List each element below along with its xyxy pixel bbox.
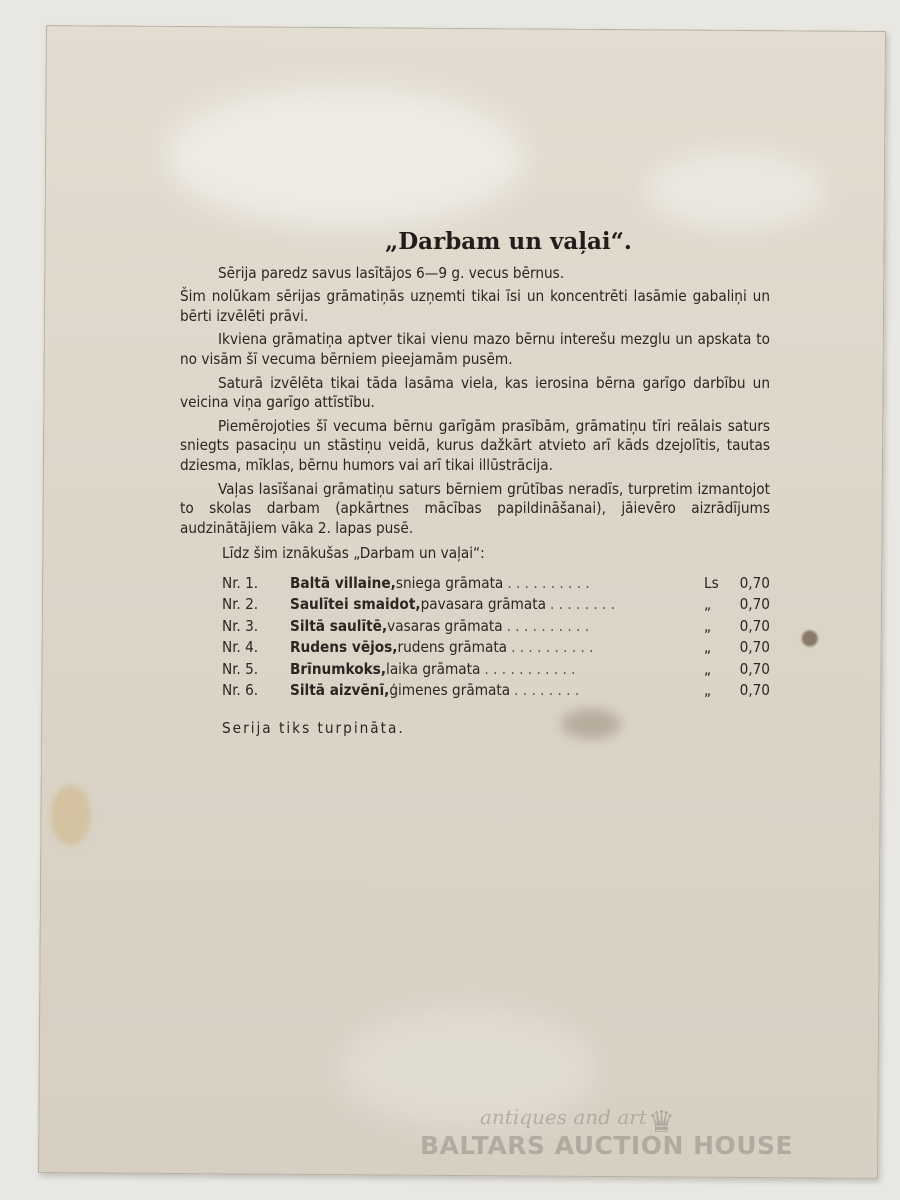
book-subtitle: pavasara grāmata <box>420 595 546 614</box>
book-subtitle: vasaras grāmata <box>387 616 503 635</box>
book-subtitle: laika grāmata <box>386 659 481 678</box>
book-subtitle: ģimenes grāmata <box>389 681 511 700</box>
list-item <box>222 638 770 660</box>
paper-stain <box>645 149 826 230</box>
paper-stain <box>50 785 90 845</box>
book-price: 0,70 <box>739 681 770 700</box>
book-name: Saulītei smaidot, <box>290 595 421 614</box>
currency: „ <box>704 681 712 700</box>
leader-dots: . . . . . . . . <box>549 595 616 614</box>
leader-dots: . . . . . . . . <box>514 681 580 700</box>
list-item <box>222 617 770 639</box>
book-name: Siltā saulītē, <box>290 616 388 635</box>
paragraph: Vaļas lasīšanai grāmatiņu saturs bērniem grūtības neradīs, turpretim izmantojot to skolas darbam (apkārtnes mācības papildināšanai), jāievēro aizrādījums audzinātājiem vāka 2. lapas pusē. <box>180 479 770 537</box>
document-body <box>180 228 770 739</box>
book-number: Nr. 5. <box>222 659 259 678</box>
list-item <box>222 595 770 617</box>
book-number: Nr. 6. <box>222 681 259 700</box>
paper-stain <box>165 86 526 229</box>
watermark-tagline: antiques and art <box>480 1105 647 1129</box>
currency: „ <box>704 595 712 614</box>
book-name: Baltā villaine, <box>290 573 396 592</box>
currency: „ <box>704 659 712 678</box>
paragraph: Ikviena grāmatiņa aptver tikai vienu mazo bērnu interešu mezglu un apskata to no visām šī vecuma bērniem pieejamām pusēm. <box>180 330 770 368</box>
currency: Ls <box>704 573 719 592</box>
list-item <box>222 681 770 703</box>
book-number: Nr. 3. <box>222 616 259 635</box>
book-number: Nr. 2. <box>222 595 259 614</box>
paragraph: Saturā izvēlēta tikai tāda lasāma viela, kas ierosina bērna garīgo darbību un veicina viņa garīgo attīstību. <box>180 373 770 412</box>
paragraph: Sērija paredz savus lasītājos 6—9 g. vecus bērnus. <box>218 263 565 282</box>
book-name: Siltā aizvēnī, <box>290 681 390 700</box>
list-item <box>222 660 770 682</box>
book-name: Brīnumkoks, <box>290 659 387 678</box>
leader-dots: . . . . . . . . . . <box>511 638 594 657</box>
paragraph: Piemērojoties šī vecuma bērnu garīgām prasībām, grāmatiņu tīri reālais saturs sniegts pasaciņu un stāstiņu veidā, kurus dažkārt atvieto arī kāds dzejolītis, tautas dziesma, mīklas, bērnu humors vai arī tikai illūstrācija. <box>180 416 770 474</box>
paragraph: Šim nolūkam sērijas grāmatiņās uzņemti tikai īsi un koncentrēti lasāmie gabaliņi un bērti izvēlēti prāvi. <box>180 287 770 325</box>
book-list <box>222 574 770 703</box>
watermark-brand: BALTARS AUCTION HOUSE <box>420 1131 794 1160</box>
book-price: 0,70 <box>739 573 770 592</box>
leader-dots: . . . . . . . . . . . <box>484 659 576 678</box>
published-list-intro: Līdz šim iznākušas „Darbam un vaļai“: <box>222 544 485 563</box>
currency: „ <box>704 638 712 657</box>
book-subtitle: sniega grāmata <box>395 573 504 592</box>
series-title: „Darbam un vaļai“. <box>385 228 632 255</box>
list-item <box>222 574 770 596</box>
currency: „ <box>704 616 712 635</box>
book-number: Nr. 4. <box>222 638 259 657</box>
book-subtitle: rudens grāmata <box>397 638 508 657</box>
watermark <box>420 1105 840 1175</box>
book-price: 0,70 <box>739 616 770 635</box>
series-continuation-note: Serija tiks turpināta. <box>222 718 405 737</box>
paper-stain <box>802 630 818 646</box>
book-price: 0,70 <box>739 595 770 614</box>
book-price: 0,70 <box>739 659 770 678</box>
leader-dots: . . . . . . . . . . <box>507 573 590 592</box>
book-number: Nr. 1. <box>222 573 259 592</box>
book-name: Rudens vējos, <box>290 638 398 657</box>
leader-dots: . . . . . . . . . . <box>506 616 590 635</box>
book-price: 0,70 <box>739 638 770 657</box>
crown-icon: ♛ <box>648 1105 675 1140</box>
